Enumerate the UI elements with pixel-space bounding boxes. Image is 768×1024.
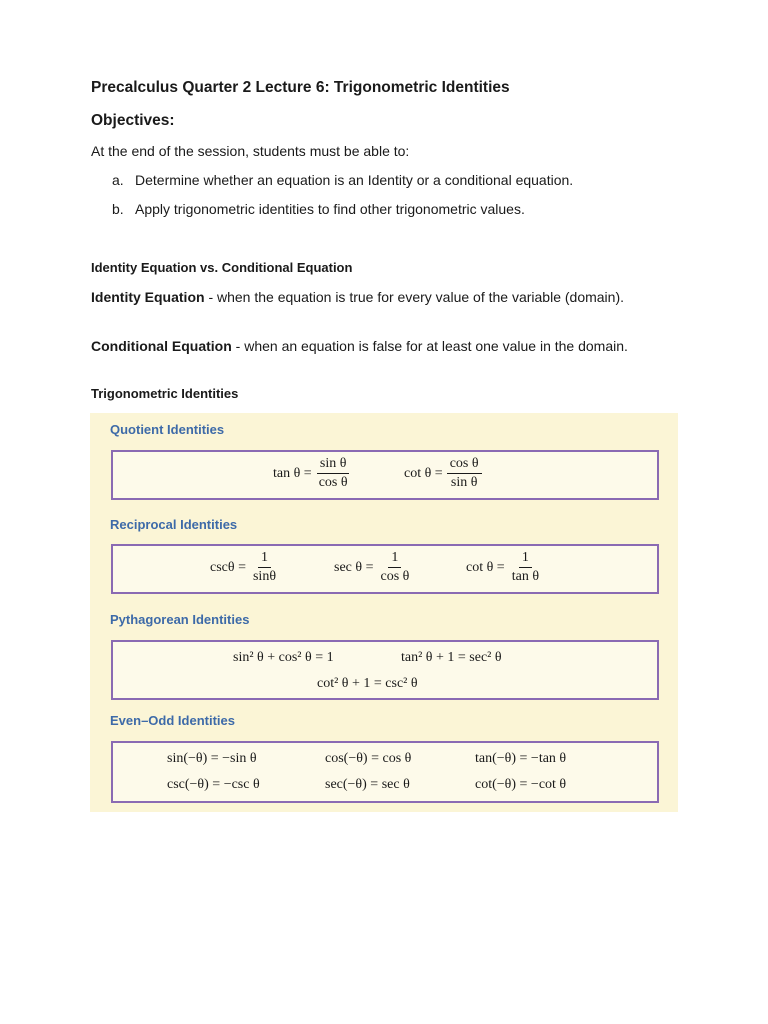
page-title: Precalculus Quarter 2 Lecture 6: Trigonometric Identities — [91, 79, 510, 96]
even-odd-cot: cot(−θ) = −cot θ — [475, 777, 567, 792]
fraction-numerator: cos θ — [447, 456, 482, 474]
csc-fraction — [250, 550, 279, 585]
even-odd-identities-box — [111, 741, 659, 803]
objective-item — [112, 201, 525, 217]
csc-lhs: cscθ = — [210, 559, 246, 575]
reciprocal-identities-box — [111, 544, 659, 594]
cot-reciprocal-identity — [466, 550, 546, 585]
conditional-text: - when an equation is false for at least one value in the domain. — [231, 338, 628, 354]
pythagorean-identity-sin-cos: sin² θ + cos² θ = 1 — [233, 650, 334, 665]
fraction-denominator: cos θ — [380, 569, 410, 584]
fraction-denominator: sin θ — [450, 475, 478, 490]
pythagorean-identities-heading: Pythagorean Identities — [110, 612, 250, 627]
fraction-numerator: 1 — [519, 550, 532, 568]
quotient-identities-heading: Quotient Identities — [110, 422, 225, 437]
even-odd-cos: cos(−θ) = cos θ — [325, 751, 412, 766]
section-heading-identity-vs-conditional: Identity Equation vs. Conditional Equation — [91, 260, 353, 275]
even-odd-sec: sec(−θ) = sec θ — [325, 777, 410, 792]
fraction-numerator: sin θ — [317, 456, 350, 474]
fraction-numerator: 1 — [388, 550, 401, 568]
objective-text: Apply trigonometric identities to find other trigonometric values. — [135, 201, 525, 217]
reciprocal-identities-heading: Reciprocal Identities — [110, 517, 238, 532]
even-odd-csc: csc(−θ) = −csc θ — [167, 777, 260, 792]
tan-lhs: tan θ = — [273, 465, 312, 481]
fraction-denominator: cos θ — [318, 475, 348, 490]
even-odd-tan: tan(−θ) = −tan θ — [475, 751, 567, 766]
objective-item — [112, 172, 573, 188]
even-odd-sin: sin(−θ) = −sin θ — [167, 751, 257, 766]
tan-quotient-identity — [273, 456, 355, 491]
even-odd-identities-heading: Even–Odd Identities — [110, 713, 235, 728]
fraction-denominator: sinθ — [252, 569, 277, 584]
section-heading-trig-identities: Trigonometric Identities — [91, 386, 239, 401]
identity-definition — [91, 287, 671, 307]
objective-marker: a. — [112, 172, 124, 188]
objectives-heading: Objectives: — [91, 112, 175, 129]
fraction-numerator: 1 — [258, 550, 271, 568]
sec-reciprocal-identity — [334, 550, 416, 585]
objective-text: Determine whether an equation is an Identity or a conditional equation. — [135, 172, 574, 188]
identity-text: - when the equation is true for every value of the variable (domain). — [204, 289, 625, 305]
cot-lhs: cot θ = — [466, 559, 505, 575]
objectives-intro: At the end of the session, students must be able to: — [91, 143, 410, 159]
cot-fraction — [509, 550, 542, 585]
cot-quotient-identity — [404, 456, 486, 491]
conditional-definition — [91, 336, 671, 356]
cot-lhs: cot θ = — [404, 465, 443, 481]
csc-reciprocal-identity — [210, 550, 283, 585]
identities-figure — [90, 413, 678, 812]
fraction-denominator: tan θ — [511, 569, 540, 584]
cot-fraction — [447, 456, 482, 491]
sec-lhs: sec θ = — [334, 559, 374, 575]
sec-fraction — [377, 550, 412, 585]
quotient-identities-box — [111, 450, 659, 500]
pythagorean-identities-box — [111, 640, 659, 700]
pythagorean-identity-cot-csc: cot² θ + 1 = csc² θ — [317, 676, 418, 691]
conditional-term: Conditional Equation — [91, 338, 232, 354]
tan-fraction — [316, 456, 351, 491]
objective-marker: b. — [112, 201, 124, 217]
identity-term: Identity Equation — [91, 289, 205, 305]
pythagorean-identity-tan-sec: tan² θ + 1 = sec² θ — [401, 650, 502, 665]
